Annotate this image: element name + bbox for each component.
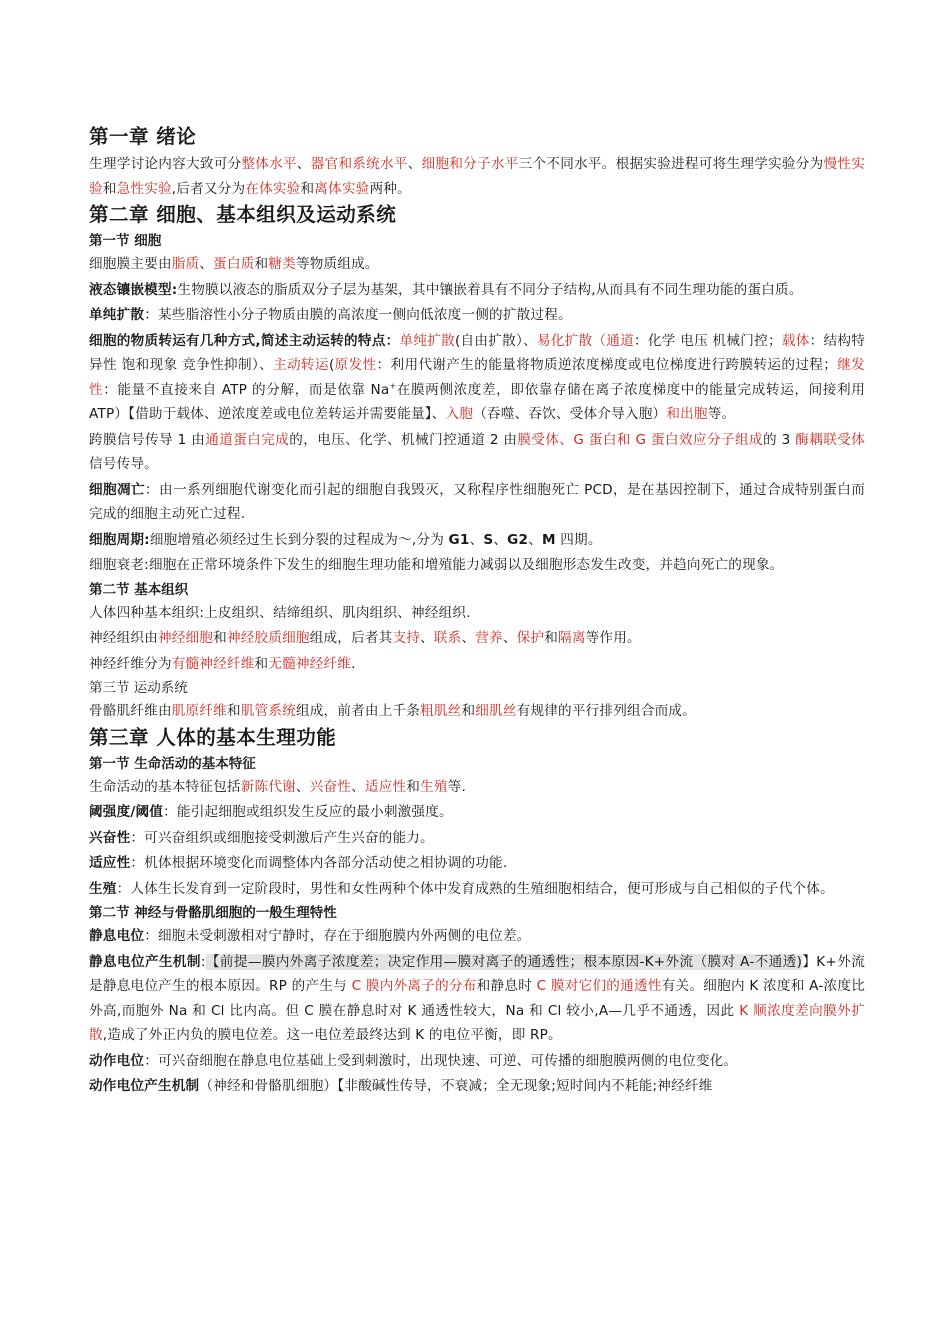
text-run: 、 [502,630,517,646]
text-run: 三个不同水平。根据实验进程可将生理学实验分为 [518,156,824,172]
text-run: 【前提—膜内外离子浓度差；决定作用—膜对离子的通透性；根本原因-K+外流（膜对 A-不通透) [205,953,803,970]
text-run: ：能量不直接来自 ATP 的分解，而是依靠 Na [103,381,390,398]
paragraph [89,1049,865,1074]
paragraph [89,428,865,477]
highlighted-term: 慢性实验 [89,156,866,197]
term-label: 生殖 [89,880,117,897]
term-label: 单纯扩散 [89,307,145,323]
text-run: 第一节 细胞 [89,233,162,249]
highlighted-term: 肌原纤维 [171,703,227,719]
highlighted-term: 原发性 [334,357,377,373]
highlighted-term: 有髓神经纤维 [171,655,255,672]
highlighted-term: 兴奋性 [309,778,352,795]
text-run: 和 [461,703,476,719]
text-run: ：可兴奋细胞在静息电位基础上受到刺激时，出现快速、可逆、可传播的细胞膜两侧的电位变化。 [144,1052,738,1069]
highlighted-term: 和出胞 [666,406,708,422]
paragraph [89,626,865,651]
text-run: 第二节 基本组织 [89,581,189,598]
text-run: 、 [420,630,434,646]
highlighted-term: C 膜内外离子的分布 [351,978,477,994]
text-run: 和 [300,180,315,197]
highlighted-term: 易化扩散（通道 [536,332,635,349]
highlighted-term: 粗肌丝 [420,703,462,719]
text-run: 细胞膜主要由 [89,256,172,272]
term-label: 动作电位 [89,1052,145,1069]
text-run: 生物膜以液态的脂质双分子层为基架，其中镶嵌着具有不同分子结构,从而具有不同生理功能的蛋白质。 [177,281,803,298]
paragraph [89,699,865,724]
text-run: 、 [295,778,310,795]
text-run: ：化学 电压 机械门控； [634,332,782,349]
term-label: 兴奋性 [89,829,131,846]
text-run: 、 [199,256,214,272]
highlighted-term: 神经细胞 [157,630,214,646]
text-run: 等物质组成。 [295,256,379,272]
term-label: 动作电位产生机制 [89,1078,200,1094]
text-run: 等. [447,778,467,795]
text-run: 第三章 人体的基本生理功能 [89,725,337,749]
term-label: G2 [507,531,529,548]
text-run: 和 [406,778,421,795]
text-run: 、 [351,778,365,795]
term-label: 静息电位产生机制 [89,953,201,970]
text-run: 、 [493,531,508,548]
paragraph [89,278,865,303]
highlighted-term: 隔离 [558,630,586,646]
text-run: （神经和骨骼肌细胞）【非酸碱性传导，不衰减；全无现象;短时间内不耗能;神经纤维 [199,1078,713,1094]
text-run: 两种。 [369,180,411,197]
highlighted-term: 离体实验 [314,180,370,197]
term-label: M [541,531,556,548]
text-run: 和 [213,630,227,646]
highlighted-term: C 膜对它们的通透性 [536,978,662,994]
term-label: G1 [448,531,470,548]
highlighted-term: 整体水平 [241,156,297,172]
text-run: 第二节 神经与骨骼肌细胞的一般生理特性 [89,905,337,921]
paragraph [89,851,865,876]
highlighted-term: 肌管系统 [240,703,296,719]
highlighted-term: 新陈代谢 [240,778,296,795]
text-run: 骨骼肌纤维由 [89,703,172,719]
highlighted-term: 器官和系统水平 [310,156,408,172]
highlighted-term: 蛋白质 [213,256,255,272]
section-heading [89,677,865,699]
text-run: 有关。细胞内 K 浓度和 A-浓度比外高,而胞外 Na 和 Cl 比内高。但 C 膜在静息时对 K 通透性较大，Na 和 Cl 较小,A—几乎不通透，因此 [89,978,866,1019]
text-run: 组成，前者由上千条 [295,703,421,719]
term-label: 适应性 [89,855,131,871]
highlighted-term: 载体 [781,332,810,349]
highlighted-term: 继发性 [89,357,866,398]
paragraph [89,329,865,427]
highlighted-term: 适应性 [364,778,407,795]
highlighted-term: 入胞 [445,406,474,422]
chapter-heading [89,725,865,751]
highlighted-term: 支持 [392,630,421,646]
text-run: 生命活动的基本特征包括 [89,778,241,795]
text-run: ：某些脂溶性小分子物质由膜的高浓度一侧向低浓度一侧的扩散过程。 [144,307,572,323]
term-label: 细胞的物质转运有几种方式,简述主动运转的特点： [89,332,400,349]
text-run: 】K+外流是静息电位产生的根本原因。RP 的产生与 [89,953,865,994]
text-run: 和 [254,256,269,272]
paragraph [89,950,865,1048]
text-run: 细胞增殖必须经过生长到分裂的过程成为～,分为 [149,531,449,548]
text-run: 和 [544,630,559,646]
text-run: 、 [528,531,542,548]
paragraph [89,152,865,201]
term-label: 静息电位 [89,928,145,944]
highlighted-term: 酶耦联受体 [795,431,866,448]
text-run: 第一节 生命活动的基本特征 [89,755,256,772]
paragraph [89,1074,865,1099]
highlighted-term: 糖类 [268,256,296,272]
text-run: 生理学讨论内容大致可分 [89,156,242,172]
text-run: 的，电压、化学、机械门控通道 2 由 [289,431,518,448]
highlighted-term: 主动转运 [273,357,329,373]
paragraph [89,800,865,825]
highlighted-term: 细胞和分子水平 [421,156,519,172]
document-page [89,124,865,1100]
text-run: ,造成了外正内负的膜电位差。这一电位差最终达到 K 的电位平衡，即 RP。 [102,1027,562,1043]
text-run: 第三节 运动系统 [89,680,188,696]
highlighted-term: 在体实验 [245,180,301,197]
text-run: 神经组织由 [89,630,158,646]
highlighted-term: 营养 [475,630,503,646]
highlighted-term: 联系 [433,630,462,646]
text-run: 四期。 [555,531,602,548]
text-run: ：能引起细胞或组织发生反应的最小刺激强度。 [163,804,453,820]
text-run: 细胞衰老:细胞在正常环境条件下发生的细胞生理功能和增殖能力减弱以及细胞形态发生改变，并趋向死亡的现象。 [89,557,784,573]
text-run: ( [328,357,335,373]
text-run: ：由一系列细胞代谢变化而引起的细胞自我毁灭，又称程序性细胞死亡 PCD，是在基因控制下，通过合成特别蛋白而完成的细胞主动死亡过程. [89,481,865,522]
text-run: 和 [226,703,241,719]
paragraph [89,877,865,902]
section-heading [89,579,865,601]
highlighted-term: K 顺浓度差向膜外扩散 [89,1002,865,1043]
highlighted-term: 生殖 [420,778,448,795]
text-run: 等作用。 [585,630,641,646]
text-run: ：人体生长发育到一定阶段时，男性和女性两种个体中发育成熟的生殖细胞相结合，便可形成与自己相似的子代个体。 [116,880,834,897]
text-run: （吞噬、吞饮、受体介导入胞） [473,406,667,422]
highlighted-term: 无髓神经纤维 [268,655,352,672]
paragraph [89,303,865,328]
text-run: 在膜两侧浓度差，即依靠存储在离子浓度梯度中的能量完成转运，间接利用 ATP）【借助于载体、逆浓度差或电位差转运并需要能量】、 [89,381,865,422]
text-run: 信号传导。 [89,456,158,472]
term-label: 细胞周期: [89,531,150,548]
text-run: ：利用代谢产生的能量将物质逆浓度梯度或电位梯度进行跨膜转运的过程； [376,357,838,373]
term-label: S [483,531,494,548]
text-run: . [351,655,356,672]
text-run: 、 [469,531,484,548]
text-run: ：结构特异性 饱和现象 竞争性抑制）、 [89,332,866,373]
paragraph [89,478,865,527]
highlighted-term: 细肌丝 [475,703,517,719]
highlighted-term: 脂质 [171,256,200,272]
highlighted-term: 神经胶质细胞 [226,630,310,646]
text-run: 、 [461,630,476,646]
text-run: 神经纤维分为 [89,655,172,672]
text-run: 第二章 细胞、基本组织及运动系统 [89,203,397,226]
chapter-heading [89,202,865,228]
text-run: 跨膜信号传导 1 由 [89,431,206,448]
text-run: 第一章 绪论 [89,125,197,148]
paragraph [89,775,865,800]
text-run: ：细胞未受刺激相对宁静时，存在于细胞膜内外两侧的电位差。 [144,928,531,944]
section-heading [89,230,865,252]
text-run: ：可兴奋组织或细胞接受刺激后产生兴奋的能力。 [130,829,434,846]
section-heading [89,753,865,775]
chapter-heading [89,124,865,150]
paragraph [89,252,865,277]
text-run: + [389,380,397,390]
paragraph [89,601,865,626]
term-label: 细胞凋亡 [89,481,146,498]
paragraph [89,826,865,851]
text-run: 有规律的平行排列组合而成。 [516,703,696,719]
highlighted-term: 单纯扩散 [399,332,455,349]
highlighted-term: 通道蛋白完成 [205,431,290,448]
text-run: 的 3 [762,431,796,448]
text-run: 、 [407,156,422,172]
paragraph [89,553,865,578]
text-run: ：机体根据环境变化而调整体内各部分活动使之相协调的功能. [130,855,508,871]
text-run: (自由扩散）、 [454,332,537,349]
text-run: 人体四种基本组织:上皮组织、结缔组织、肌肉组织、神经组织. [89,604,471,621]
paragraph [89,528,865,553]
term-label: 液态镶嵌模型: [89,281,178,298]
paragraph [89,924,865,949]
text-run: 组成，后者其 [309,630,393,646]
text-run: 和 [254,655,269,672]
text-run: ,后者又分为 [171,180,246,197]
text-run: 、 [296,156,311,172]
text-run: : [200,953,206,970]
term-label: 阈强度/阈值 [89,804,164,820]
highlighted-term: 急性实验 [116,180,172,197]
section-heading [89,902,865,924]
highlighted-term: 保护 [516,630,545,646]
text-run: 和 [102,180,117,197]
highlighted-term: 膜受体、G 蛋白和 G 蛋白效应分子组成 [517,431,763,448]
paragraph [89,652,865,677]
text-run: 等。 [707,406,736,422]
text-run: 和静息时 [476,978,537,994]
